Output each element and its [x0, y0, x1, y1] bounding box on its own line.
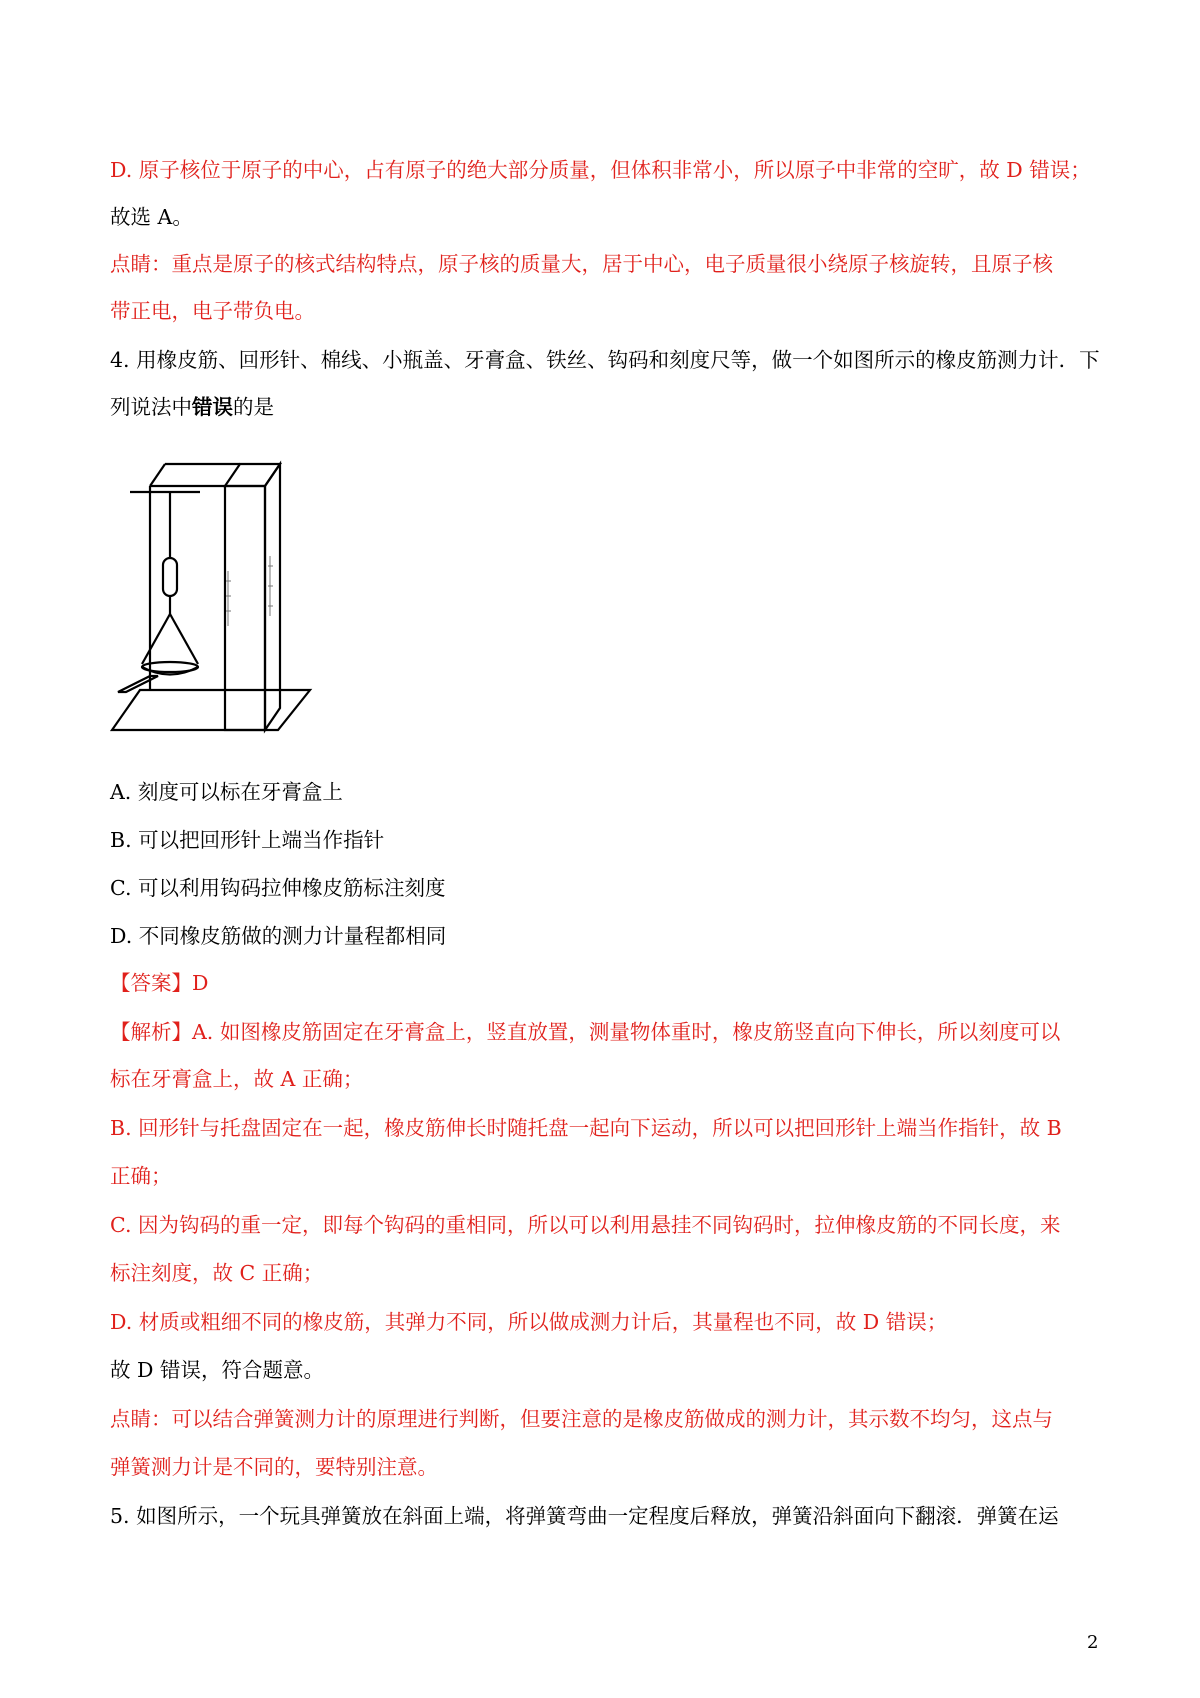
- question-4-line-2: [110, 393, 1100, 421]
- question-4-suffix: 的是: [233, 395, 274, 419]
- option-b: B. 可以把回形针上端当作指针: [110, 828, 385, 852]
- explanation-line-6: 标注刻度，故 C 正确；: [110, 1261, 324, 1285]
- answer-line: 【答案】D: [110, 971, 209, 995]
- question-4-line-1: 4. 用橡皮筋、回形针、棉线、小瓶盖、牙膏盒、铁丝、钩码和刻度尺等，做一个如图所示的橡皮筋测力计．下: [110, 348, 1100, 372]
- line-d-nucleus: D. 原子核位于原子的中心，占有原子的绝大部分质量，但体积非常小，所以原子中非常的空旷，故 D 错误；: [110, 158, 1091, 182]
- option-d: D. 不同橡皮筋做的测力计量程都相同: [110, 924, 447, 948]
- page-number: 2: [1087, 1632, 1099, 1653]
- explanation-line-8: 故 D 错误，符合题意。: [110, 1358, 324, 1382]
- tip-4-line-1: 点睛：可以结合弹簧测力计的原理进行判断，但要注意的是橡皮筋做成的测力计，其示数不均匀，这点与: [110, 1407, 1053, 1431]
- explanation-line-7: D. 材质或粗细不同的橡皮筋，其弹力不同，所以做成测力计后，其量程也不同，故 D 错误；: [110, 1310, 948, 1334]
- explanation-line-4: 正确；: [110, 1164, 172, 1188]
- tip-line-1: 点睛：重点是原子的核式结构特点，原子核的质量大，居于中心，电子质量很小绕原子核旋转，且原子核: [110, 252, 1053, 276]
- line-choose-a: 故选 A。: [110, 205, 193, 229]
- question-5-line-1: 5. 如图所示，一个玩具弹簧放在斜面上端，将弹簧弯曲一定程度后释放，弹簧沿斜面向下翻滚．弹簧在运: [110, 1504, 1059, 1528]
- explanation-line-5: C. 因为钩码的重一定，即每个钩码的重相同，所以可以利用悬挂不同钩码时，拉伸橡皮筋的不同长度，来: [110, 1213, 1061, 1237]
- question-4-emphasis: 错误: [192, 395, 233, 419]
- rubber-band-force-meter-figure: [110, 446, 320, 742]
- option-a: A. 刻度可以标在牙膏盒上: [110, 780, 343, 804]
- tip-line-2: 带正电，电子带负电。: [110, 299, 315, 323]
- explanation-line-1: 【解析】A. 如图橡皮筋固定在牙膏盒上，竖直放置，测量物体重时，橡皮筋竖直向下伸长，所以刻度可以: [110, 1020, 1061, 1044]
- tip-4-line-2: 弹簧测力计是不同的，要特别注意。: [110, 1455, 438, 1479]
- explanation-line-3: B. 回形针与托盘固定在一起，橡皮筋伸长时随托盘一起向下运动，所以可以把回形针上端当作指针，故 B: [110, 1116, 1062, 1140]
- question-4-prefix: 列说法中: [110, 395, 192, 419]
- option-c: C. 可以利用钩码拉伸橡皮筋标注刻度: [110, 876, 446, 900]
- explanation-line-2: 标在牙膏盒上，故 A 正确；: [110, 1067, 364, 1091]
